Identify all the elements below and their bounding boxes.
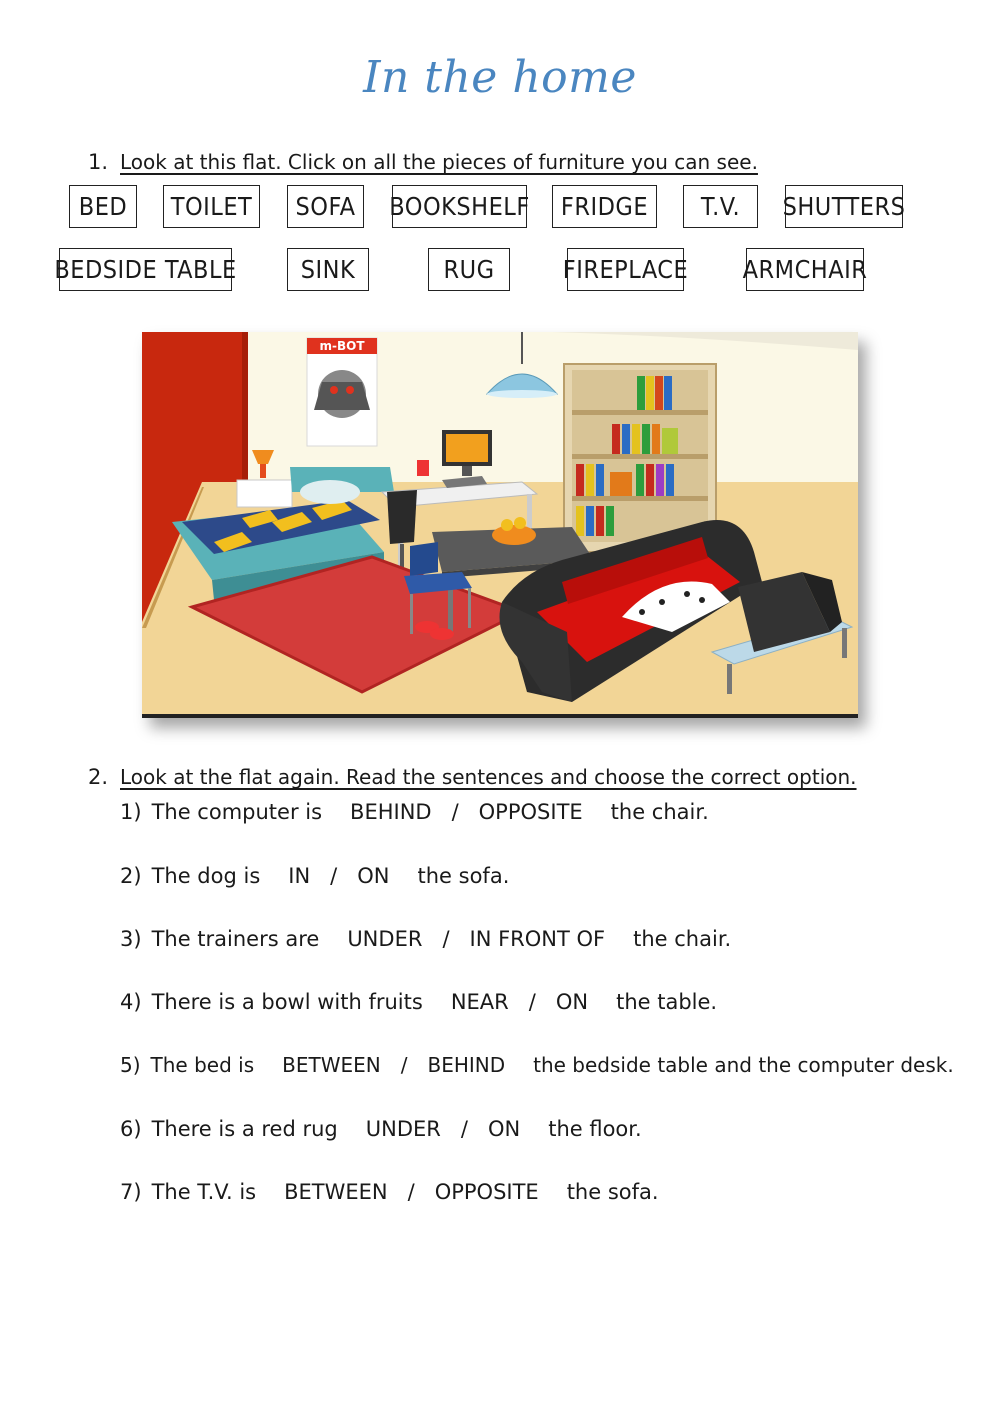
option-b[interactable]: ON xyxy=(357,864,390,888)
word-box-fireplace[interactable]: FIREPLACE xyxy=(567,248,684,291)
sentence-6 xyxy=(120,1117,642,1141)
sentence-text-before: The dog is xyxy=(151,864,261,888)
question-2-number: 2. xyxy=(88,765,109,789)
sentence-text-after: the chair. xyxy=(610,800,709,824)
sentence-text-after: the sofa. xyxy=(566,1180,659,1204)
option-a[interactable]: BEHIND xyxy=(350,800,432,824)
sentence-1 xyxy=(120,800,709,824)
sentence-text-before: There is a red rug xyxy=(151,1117,338,1141)
option-a[interactable]: BETWEEN xyxy=(284,1180,388,1204)
option-separator: / xyxy=(451,800,459,824)
sentence-text-before: The trainers are xyxy=(151,927,320,951)
sentence-text-before: The bed is xyxy=(150,1053,255,1077)
option-b[interactable]: IN FRONT OF xyxy=(469,927,606,951)
option-b[interactable]: OPPOSITE xyxy=(434,1180,539,1204)
option-b[interactable]: OPPOSITE xyxy=(478,800,583,824)
sentence-number: 2) xyxy=(120,864,142,888)
option-separator: / xyxy=(330,864,338,888)
word-box-rug[interactable]: RUG xyxy=(428,248,510,291)
sentence-7 xyxy=(120,1180,659,1204)
word-box-sofa[interactable]: SOFA xyxy=(287,185,364,228)
word-box-bedside-table[interactable]: BEDSIDE TABLE xyxy=(59,248,232,291)
sentence-number: 6) xyxy=(120,1117,142,1141)
word-box-fridge[interactable]: FRIDGE xyxy=(552,185,657,228)
sentence-text-after: the table. xyxy=(616,990,718,1014)
sentence-number: 5) xyxy=(120,1053,141,1077)
word-box-sink[interactable]: SINK xyxy=(287,248,369,291)
option-b[interactable]: ON xyxy=(487,1117,521,1141)
bookshelf xyxy=(564,364,716,552)
sentence-number: 7) xyxy=(120,1180,142,1204)
option-separator: / xyxy=(407,1180,415,1204)
option-b[interactable]: BEHIND xyxy=(427,1053,506,1077)
word-box-shutters[interactable]: SHUTTERS xyxy=(785,185,903,228)
sentence-text-after: the bedside table and the computer desk. xyxy=(533,1053,954,1077)
word-box-bookshelf[interactable]: BOOKSHELF xyxy=(392,185,527,228)
flat-illustration xyxy=(142,332,858,718)
option-a[interactable]: UNDER xyxy=(347,927,423,951)
page-title: In the home xyxy=(363,52,637,103)
robot-poster xyxy=(307,338,377,446)
option-separator: / xyxy=(400,1053,408,1077)
sentence-number: 3) xyxy=(120,927,142,951)
sentence-text-after: the floor. xyxy=(548,1117,642,1141)
poster-title: m-BOT xyxy=(319,339,365,353)
sentence-4 xyxy=(120,990,717,1014)
option-a[interactable]: NEAR xyxy=(450,990,509,1014)
word-box-armchair[interactable]: ARMCHAIR xyxy=(746,248,864,291)
option-a[interactable]: UNDER xyxy=(365,1117,441,1141)
sentence-text-after: the sofa. xyxy=(417,864,510,888)
option-b[interactable]: ON xyxy=(555,990,589,1014)
sentence-text-after: the chair. xyxy=(633,927,732,951)
sentence-text-before: The computer is xyxy=(151,800,323,824)
option-separator: / xyxy=(442,927,450,951)
sentence-number: 1) xyxy=(120,800,142,824)
option-separator: / xyxy=(460,1117,468,1141)
question-2-instruction: Look at the flat again. Read the sentences and choose the correct option. xyxy=(120,765,857,789)
option-separator: / xyxy=(528,990,536,1014)
option-a[interactable]: BETWEEN xyxy=(282,1053,381,1077)
word-box-toilet[interactable]: TOILET xyxy=(163,185,260,228)
sentence-text-before: The T.V. is xyxy=(151,1180,257,1204)
sentence-3 xyxy=(120,927,731,951)
sentence-number: 4) xyxy=(120,990,142,1014)
sentence-text-before: There is a bowl with fruits xyxy=(151,990,423,1014)
option-a[interactable]: IN xyxy=(288,864,311,888)
question-1-instruction: Look at this flat. Click on all the pieces of furniture you can see. xyxy=(120,150,758,174)
question-1-number: 1. xyxy=(88,150,109,174)
word-box-tv[interactable]: T.V. xyxy=(683,185,758,228)
sentence-2 xyxy=(120,864,509,888)
word-box-bed[interactable]: BED xyxy=(69,185,137,228)
sentence-5 xyxy=(120,1053,954,1077)
